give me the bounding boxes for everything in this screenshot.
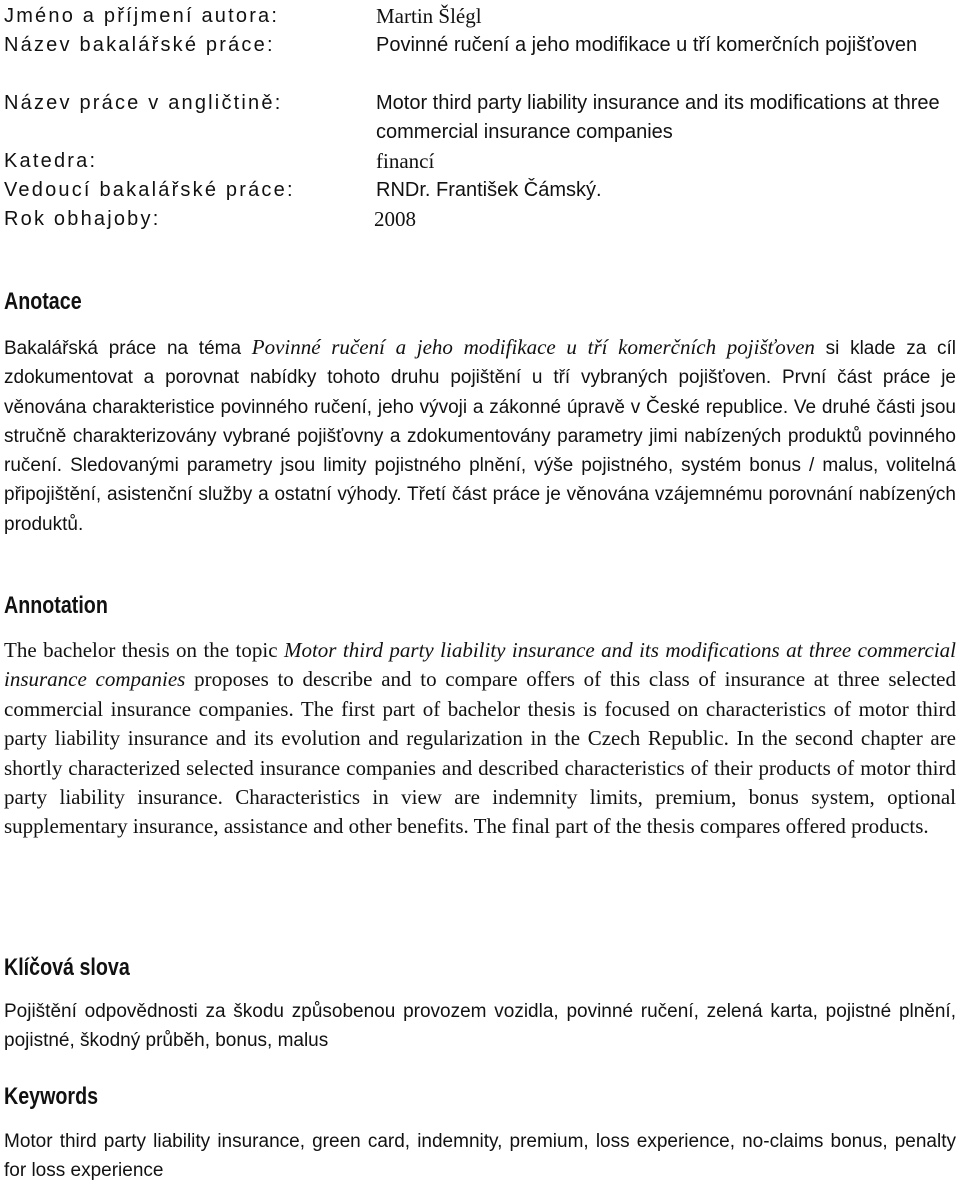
supervisor-value: RNDr. František Čámský. [376,179,602,201]
title-en-label: Název práce v angličtině: [4,92,283,114]
year-row [4,205,956,234]
author-row [4,2,956,31]
author-value: Martin Šlégl [376,4,482,28]
department-row [4,147,956,176]
keywords-heading: Keywords [4,1083,99,1110]
klicova-slova-text: Pojištění odpovědnosti za škodu způsobenou provozem vozidla, povinné ručení, zelená karta, pojistné plnění, pojistné, škodný průběh, bonus, malus [4,1001,956,1052]
title-row [4,31,956,60]
supervisor-row [4,176,956,205]
anotace-text-rest: si klade za cíl zdokumentovat a porovnat nabídky tohoto druhu pojištění u tří vybraných pojišťoven. První část práce je věnována charakteristice povinného ručení, jeho vývoji a zákonné úpravě v České republice. Ve druhé části jsou stručně charakterizovány vybrané pojišťovny a zdokumentovány parametry jimi nabízených produktů povinného ručení. Sledovanými parametry jsou limity pojistného plnění, výše pojistného, systém bonus / malus, volitelná připojištění, asistenční služby a ostatní výhody. Třetí část práce je věnována vzájemnému porovnání nabízených produktů. [4,338,956,535]
klicova-slova-heading: Klíčová slova [4,954,130,981]
department-value: financí [376,149,435,173]
annotation-heading: Annotation [4,592,108,619]
keywords-text: Motor third party liability insurance, green card, indemnity, premium, loss experience, no-claims bonus, penalty for loss experience [4,1131,956,1182]
anotace-paragraph [4,333,956,539]
annotation-paragraph [4,636,956,842]
title-value: Povinné ručení a jeho modifikace u tří komerčních pojišťoven [376,34,918,56]
anotace-title-italic: Povinné ručení a jeho modifikace u tří komerčních pojišťoven [251,335,815,359]
annotation-text-rest: proposes to describe and to compare offers of this class of insurance at three selected commercial insurance companies. The first part of bachelor thesis is focused on characteristics of motor third party liability insurance and its evolution and regularization in the Czech Republic. In the second chapter are shortly characterized selected insurance companies and described characteristics of their products of motor third party liability insurance. Characteristics in view are indemnity limits, premium, bonus system, optional supplementary insurance, assistance and other benefits. The final part of the thesis compares offered products. [4,667,956,839]
title-label: Název bakalářské práce: [4,34,275,56]
anotace-text-start: Bakalářská práce na téma [4,338,242,359]
title-en-value: Motor third party liability insurance and its modifications at three commercial insurance companies [376,92,940,143]
year-label: Rok obhajoby: [4,208,161,230]
annotation-title-italic: Motor third party liability insurance and its modifications at three commercial insurance companies [4,638,957,692]
author-label: Jméno a příjmení autora: [4,5,280,27]
year-value: 2008 [374,207,416,231]
supervisor-label: Vedoucí bakalářské práce: [4,179,295,201]
anotace-heading: Anotace [4,288,82,315]
title-en-row [4,89,956,143]
annotation-text-start: The bachelor thesis on the topic [4,638,278,662]
department-label: Katedra: [4,150,98,172]
